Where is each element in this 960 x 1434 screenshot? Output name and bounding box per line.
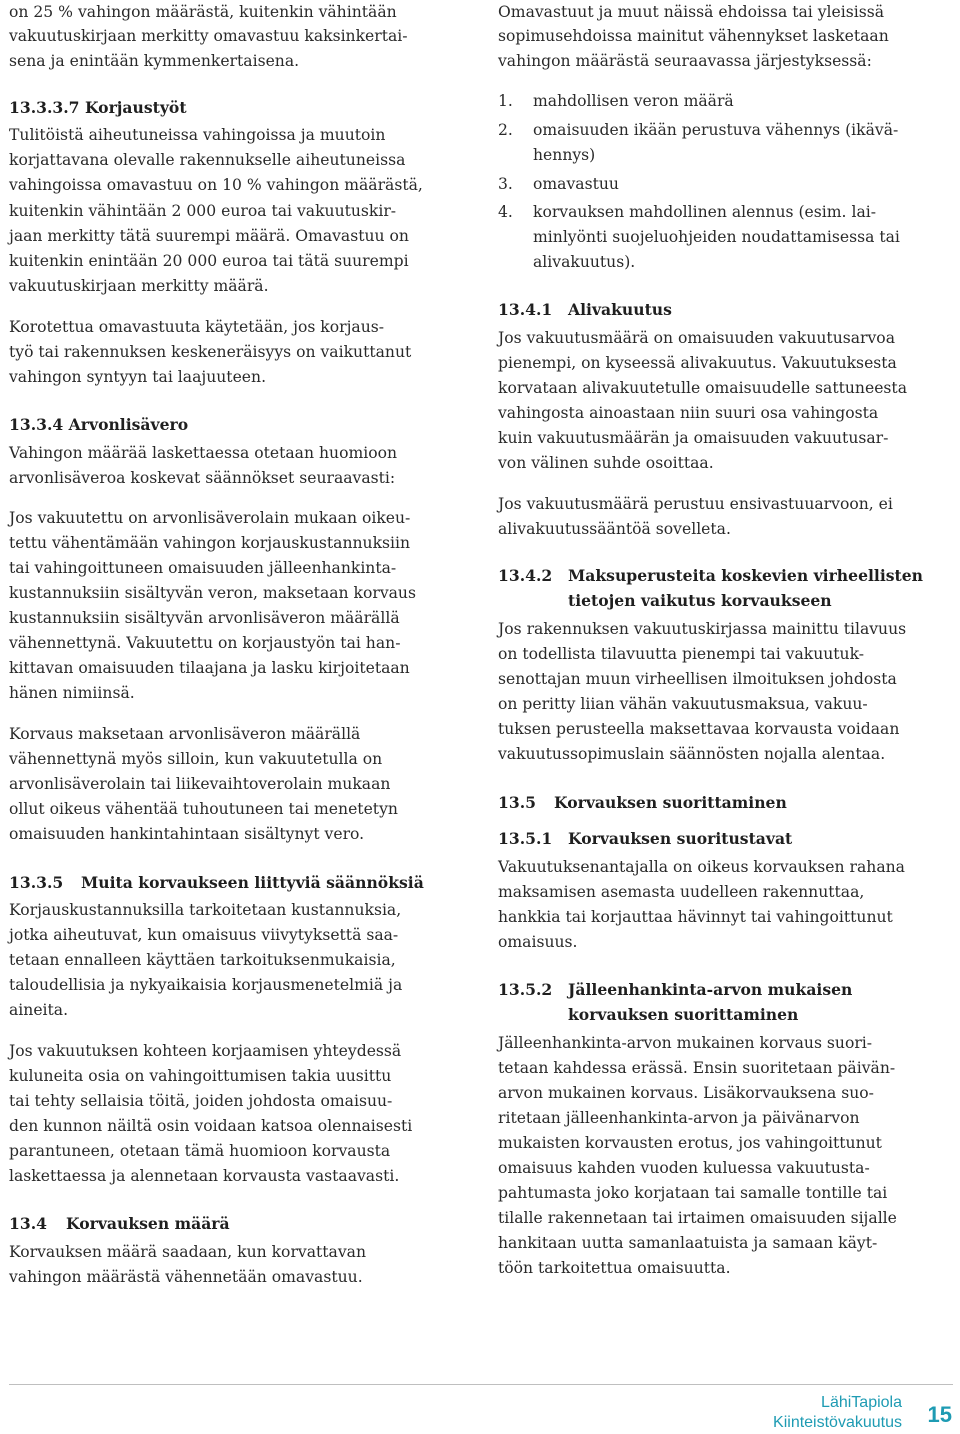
list-item [498, 118, 898, 143]
list-text-continued: alivakuutus). [533, 253, 636, 271]
text-line: parantuneen, otetaan tämä huomioon korvausta [9, 1142, 391, 1160]
text-line: aineita. [9, 1001, 69, 1019]
list-number: 1. [498, 92, 513, 110]
text-line: sena ja enintään kymmenkertaisena. [9, 52, 300, 70]
text-line: kuitenkin vähintään 2 000 euroa tai vakuutuskir- [9, 202, 397, 220]
text-line: on todellista tilavuutta pienempi tai vakuutuk- [498, 645, 865, 663]
section-heading-134 [9, 1211, 230, 1236]
section-title: Muita korvaukseen liittyviä säännöksiä [81, 873, 424, 892]
text-line: Jos vakuutusmäärä perustuu ensivastuuarvoon, ei [498, 495, 893, 513]
text-line: taloudellisia ja nykyaikaisia korjausmenetelmiä ja [9, 976, 403, 994]
list-item [498, 200, 876, 225]
section-heading-1352 [498, 977, 852, 1002]
text-line: vahingon määrästä vähennetään omavastuu. [9, 1268, 363, 1286]
text-line: tetaan ennalleen käyttäen tarkoituksenmukaisia, [9, 951, 396, 969]
brand-product: Kiinteistövakuutus [773, 1414, 902, 1431]
section-title: Jälleenhankinta-arvon mukaisen [568, 980, 853, 999]
list-item [498, 89, 734, 114]
section-title-continued: korvauksen suorittaminen [568, 1005, 799, 1024]
text-line: korvataan alivakuutetulle omaisuudelle sattuneesta [498, 379, 907, 397]
text-line: on peritty liian vähän vakuutusmaksua, vakuu- [498, 695, 868, 713]
text-line: kittavan omaisuuden tilaajana ja lasku kirjoitetaan [9, 659, 410, 677]
text-line: senottajan muun virheellisen ilmoituksen johdosta [498, 670, 897, 688]
section-heading-1334: 13.3.4 Arvonlisävero [9, 415, 189, 434]
section-title-continued: tietojen vaikutus korvaukseen [568, 591, 832, 610]
list-text: korvauksen mahdollinen alennus (esim. lai- [533, 203, 876, 221]
text-line: hankkia tai korjauttaa hävinnyt tai vahingoittunut [498, 908, 893, 926]
text-line: työ tai rakennuksen keskeneräisyys on vaikuttanut [9, 343, 412, 361]
text-line: Vahingon määrää laskettaessa otetaan huomioon [9, 444, 398, 462]
list-text-continued: minlyönti suojeluohjeiden noudattamisessa tai [533, 228, 900, 246]
list-text: omaisuuden ikään perustuva vähennys (ikävä- [533, 121, 899, 139]
section-title: Maksuperusteita koskevien virheellisten [568, 566, 924, 585]
text-line: pienempi, on kyseessä alivakuutus. Vakuutuksesta [498, 354, 897, 372]
text-line: ollut oikeus vähentää tuhoutuneen tai menetetyn [9, 800, 398, 818]
text-line: korjattavana olevalle rakennukselle aiheutuneissa [9, 151, 406, 169]
text-line: den kunnon näiltä osin voidaan katsoa olennaisesti [9, 1117, 413, 1135]
text-line: hänen nimiinsä. [9, 684, 135, 702]
section-heading-1335 [9, 870, 424, 895]
list-number: 4. [498, 203, 513, 221]
text-line: alivakuutussääntöä sovelleta. [498, 520, 731, 538]
text-line: arvonlisäverolain tai liikevaihtoverolain mukaan [9, 775, 391, 793]
text-line: sopimusehdoissa mainitut vähennykset lasketaan [498, 27, 889, 45]
list-text: omavastuu [533, 175, 619, 193]
text-line: mukaisten korvausten erotus, jos vahingoittunut [498, 1134, 882, 1152]
text-line: vähennettynä. Vakuutettu on korjaustyön tai han- [9, 634, 401, 652]
text-line: pahtumasta joko korjataan tai samalle tontille tai [498, 1184, 888, 1202]
text-line: jotka aiheutuvat, kun omaisuus viivytyksettä saa- [9, 926, 399, 944]
section-number: 13.5.1 [498, 829, 553, 848]
text-line: kustannuksiin sisältyvän arvonlisäveron määrällä [9, 609, 400, 627]
section-title: Korvauksen suoritustavat [568, 829, 793, 848]
list-number: 3. [498, 175, 513, 193]
text-line: kustannuksiin sisältyvän veron, maksetaan korvaus [9, 584, 416, 602]
footer-divider [9, 1384, 953, 1385]
list-number: 2. [498, 121, 513, 139]
text-line: tai tehty sellaisia töitä, joiden johdosta omaisuu- [9, 1092, 393, 1110]
text-line: tuksen perusteella maksettavaa korvausta voidaan [498, 720, 900, 738]
text-line: Korotettua omavastuuta käytetään, jos korjaus- [9, 318, 385, 336]
text-line: Jos vakuutusmäärä on omaisuuden vakuutusarvoa [498, 329, 895, 347]
text-line: Jos rakennuksen vakuutuskirjassa mainittu tilavuus [498, 620, 907, 638]
section-number: 13.5 [498, 793, 536, 812]
text-line: von välinen suhde osoittaa. [498, 454, 714, 472]
section-heading-1351 [498, 826, 792, 851]
section-number: 13.5.2 [498, 980, 553, 999]
section-heading-1341 [498, 297, 672, 322]
text-line: omaisuuden hankintahintaan sisältynyt vero. [9, 825, 365, 843]
text-line: Korvauksen määrä saadaan, kun korvattavan [9, 1243, 366, 1261]
text-line: vakuutuskirjaan merkitty määrä. [9, 277, 269, 295]
text-line: vähennettynä myös silloin, kun vakuutetulla on [9, 750, 383, 768]
text-line: tilalle rakennetaan tai irtaimen omaisuuden sijalle [498, 1209, 897, 1227]
text-line: tettu vähentämään vahingon korjauskustannuksiin [9, 534, 411, 552]
text-line: Tulitöistä aiheutuneissa vahingoissa ja muutoin [9, 126, 386, 144]
text-line: Jälleenhankinta-arvon mukainen korvaus suori- [498, 1034, 873, 1052]
section-number: 13.3.5 [9, 873, 64, 892]
section-heading-1342 [498, 563, 923, 588]
text-line: jaan merkitty tätä suurempi määrä. Omavastuu on [9, 227, 409, 245]
list-item [498, 172, 619, 197]
text-line: hankitaan uutta samanlaatuista ja samaan käyt- [498, 1234, 878, 1252]
section-number: 13.4.2 [498, 566, 553, 585]
text-line: Jos vakuutettu on arvonlisäverolain mukaan oikeu- [9, 509, 411, 527]
page-number: 15 [927, 1402, 952, 1427]
text-line: Jos vakuutuksen kohteen korjaamisen yhteydessä [9, 1042, 402, 1060]
text-line: vahingoissa omavastuu on 10 % vahingon määrästä, [9, 176, 423, 194]
text-line: arvon mukainen korvaus. Lisäkorvauksena suo- [498, 1084, 874, 1102]
text-line: laskettaessa ja alennetaan korvausta vastaavasti. [9, 1167, 400, 1185]
section-title: Korvauksen määrä [66, 1214, 230, 1233]
text-line: tai vahingoittuneen omaisuuden jälleenhankinta- [9, 559, 397, 577]
section-number: 13.4 [9, 1214, 47, 1233]
brand-name: LähiTapiola [821, 1394, 902, 1411]
text-line: vahingosta ainoastaan niin suuri osa vahingosta [498, 404, 879, 422]
text-line: kuitenkin enintään 20 000 euroa tai tätä suurempi [9, 252, 409, 270]
text-line: Vakuutuksenantajalla on oikeus korvauksen rahana [498, 858, 905, 876]
section-heading-135 [498, 790, 787, 815]
text-line: Korjauskustannuksilla tarkoitetaan kustannuksia, [9, 901, 402, 919]
text-line: ritetaan jälleenhankinta-arvon ja päivänarvon [498, 1109, 860, 1127]
text-line: vahingon syntyyn tai laajuuteen. [9, 368, 267, 386]
text-line: on 25 % vahingon määrästä, kuitenkin vähintään [9, 3, 397, 21]
text-line: töön tarkoitettua omaisuutta. [498, 1259, 731, 1277]
text-line: vakuutussopimuslain säännösten nojalla alentaa. [498, 745, 886, 763]
section-number: 13.4.1 [498, 300, 553, 319]
section-heading-13337: 13.3.3.7 Korjaustyöt [9, 98, 187, 117]
text-line: Omavastuut ja muut näissä ehdoissa tai yleisissä [498, 3, 885, 21]
text-line: kuluneita osia on vahingoittumisen takia uusittu [9, 1067, 392, 1085]
section-title: Alivakuutus [568, 300, 672, 319]
text-line: arvonlisäveroa koskevat säännökset seuraavasti: [9, 469, 396, 487]
text-line: Korvaus maksetaan arvonlisäveron määrällä [9, 725, 361, 743]
list-text-continued: hennys) [533, 146, 596, 164]
text-line: vahingon määrästä seuraavassa järjestyksessä: [498, 52, 872, 70]
text-line: maksamisen asemasta uudelleen rakennuttaa, [498, 883, 865, 901]
text-line: tetaan kahdessa erässä. Ensin suoritetaan päivän- [498, 1059, 896, 1077]
text-line: omaisuus kahden vuoden kuluessa vakuutusta- [498, 1159, 870, 1177]
text-line: kuin vakuutusmäärän ja omaisuuden vakuutusar- [498, 429, 889, 447]
list-text: mahdollisen veron määrä [533, 92, 734, 110]
section-title: Korvauksen suorittaminen [554, 793, 787, 812]
text-line: omaisuus. [498, 933, 578, 951]
text-line: vakuutuskirjaan merkitty omavastuu kaksinkertai- [9, 27, 408, 45]
